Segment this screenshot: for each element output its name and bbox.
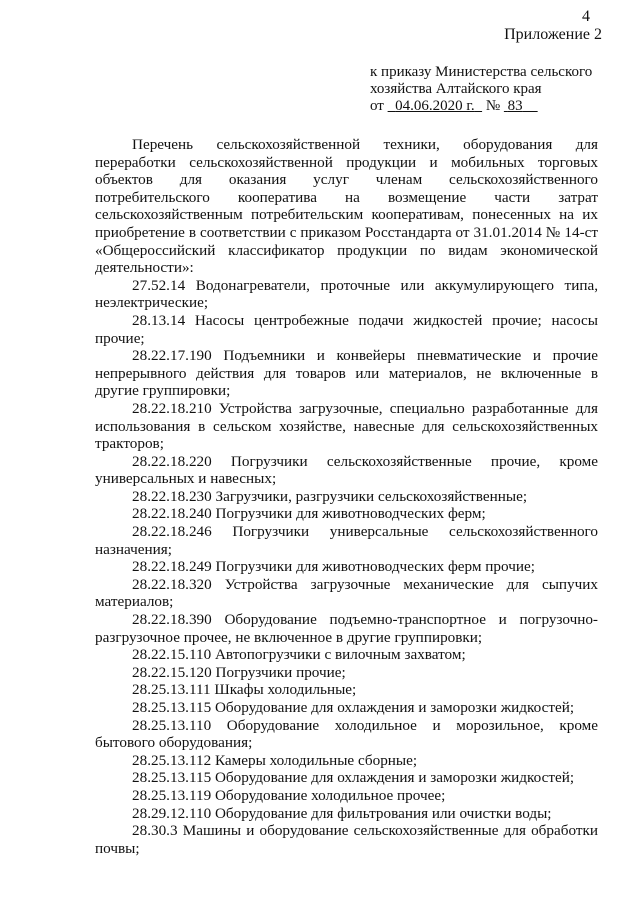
list-item: 27.52.14 Водонагреватели, проточные или аккумулирующего типа, неэлектрические; <box>95 276 598 312</box>
list-item: 28.22.18.230 Загрузчики, разгрузчики сельскохозяйственные; <box>132 487 528 505</box>
intro-paragraph: Перечень сельскохозяйственной техники, оборудования для переработки сельскохозяйственной продукции и мобильных торговых объектов для оказания услуг членам сельскохозяйственного потребительского кооператива на возмещение части затрат сельскохозяйственным потребительским кооперативам, понесенных на их приобретение в соответствии с приказом Росстандарта от 31.01.2014 № 14-ст «Общероссийский классификатор продукции по видам экономической деятельности»: <box>95 136 598 277</box>
list-item: 28.29.12.110 Оборудование для фильтрования или очистки воды; <box>132 804 552 822</box>
list-item: 28.25.13.115 Оборудование для охлаждения и заморозки жидкостей; <box>132 699 575 716</box>
list-item: 28.30.3 Машины и оборудование сельскохозяйственные для обработки почвы; <box>95 822 598 857</box>
order-date-number <box>370 98 592 115</box>
order-from-label: от <box>370 98 384 114</box>
order-reference-line2: хозяйства Алтайского края <box>370 81 542 97</box>
list-item: 28.22.18.320 Устройства загрузочные механические для сыпучих материалов; <box>95 575 598 611</box>
order-number: 83 <box>507 98 523 114</box>
order-date: 04.06.2020 г. <box>395 98 475 114</box>
list-item: 28.25.13.119 Оборудование холодильное прочее; <box>132 786 446 804</box>
list-item: 28.25.13.112 Камеры холодильные сборные; <box>132 751 418 769</box>
list-item: 28.25.13.111 Шкафы холодильные; <box>132 681 357 699</box>
list-item: 28.22.18.240 Погрузчики для животноводческих ферм; <box>132 505 486 523</box>
list-item: 28.22.18.246 Погрузчики универсальные сельскохозяйственного назначения; <box>95 523 598 558</box>
list-item: 28.22.15.110 Автопогрузчики с вилочным захватом; <box>132 646 466 664</box>
order-number-label: № <box>485 98 501 114</box>
list-item: 28.25.13.115 Оборудование для охлаждения и заморозки жидкостей; <box>132 769 575 787</box>
list-item: 28.22.18.210 Устройства загрузочные, специально разработанные для использования в сельском хозяйстве, навесные для сельскохозяйственных тракторов; <box>95 399 598 453</box>
list-item: 28.22.18.390 Оборудование подъемно-транспортное и погрузочно-разгрузочное прочее, не включенное в другие группировки; <box>95 611 598 646</box>
list-item: 28.22.18.220 Погрузчики сельскохозяйственные прочие, кроме универсальных и навесных; <box>95 452 598 488</box>
order-reference <box>370 64 592 115</box>
list-item: 28.22.15.120 Погрузчики прочие; <box>132 663 346 681</box>
list-item: 28.22.17.190 Подъемники и конвейеры пневматические и прочие непрерывного действия для товаров или материалов, не включенные в другие группировки; <box>95 347 598 400</box>
document-body <box>95 136 598 857</box>
order-reference-line1: к приказу Министерства сельского <box>370 64 593 80</box>
appendix-title: Приложение 2 <box>504 26 602 43</box>
list-item: 28.22.18.249 Погрузчики для животноводческих ферм прочие; <box>132 558 535 576</box>
list-item: 28.25.13.110 Оборудование холодильное и морозильное, кроме бытового оборудования; <box>95 716 598 752</box>
list-item: 28.13.14 Насосы центробежные подачи жидкостей прочие; насосы прочие; <box>95 311 598 347</box>
page-number: 4 <box>582 8 590 25</box>
